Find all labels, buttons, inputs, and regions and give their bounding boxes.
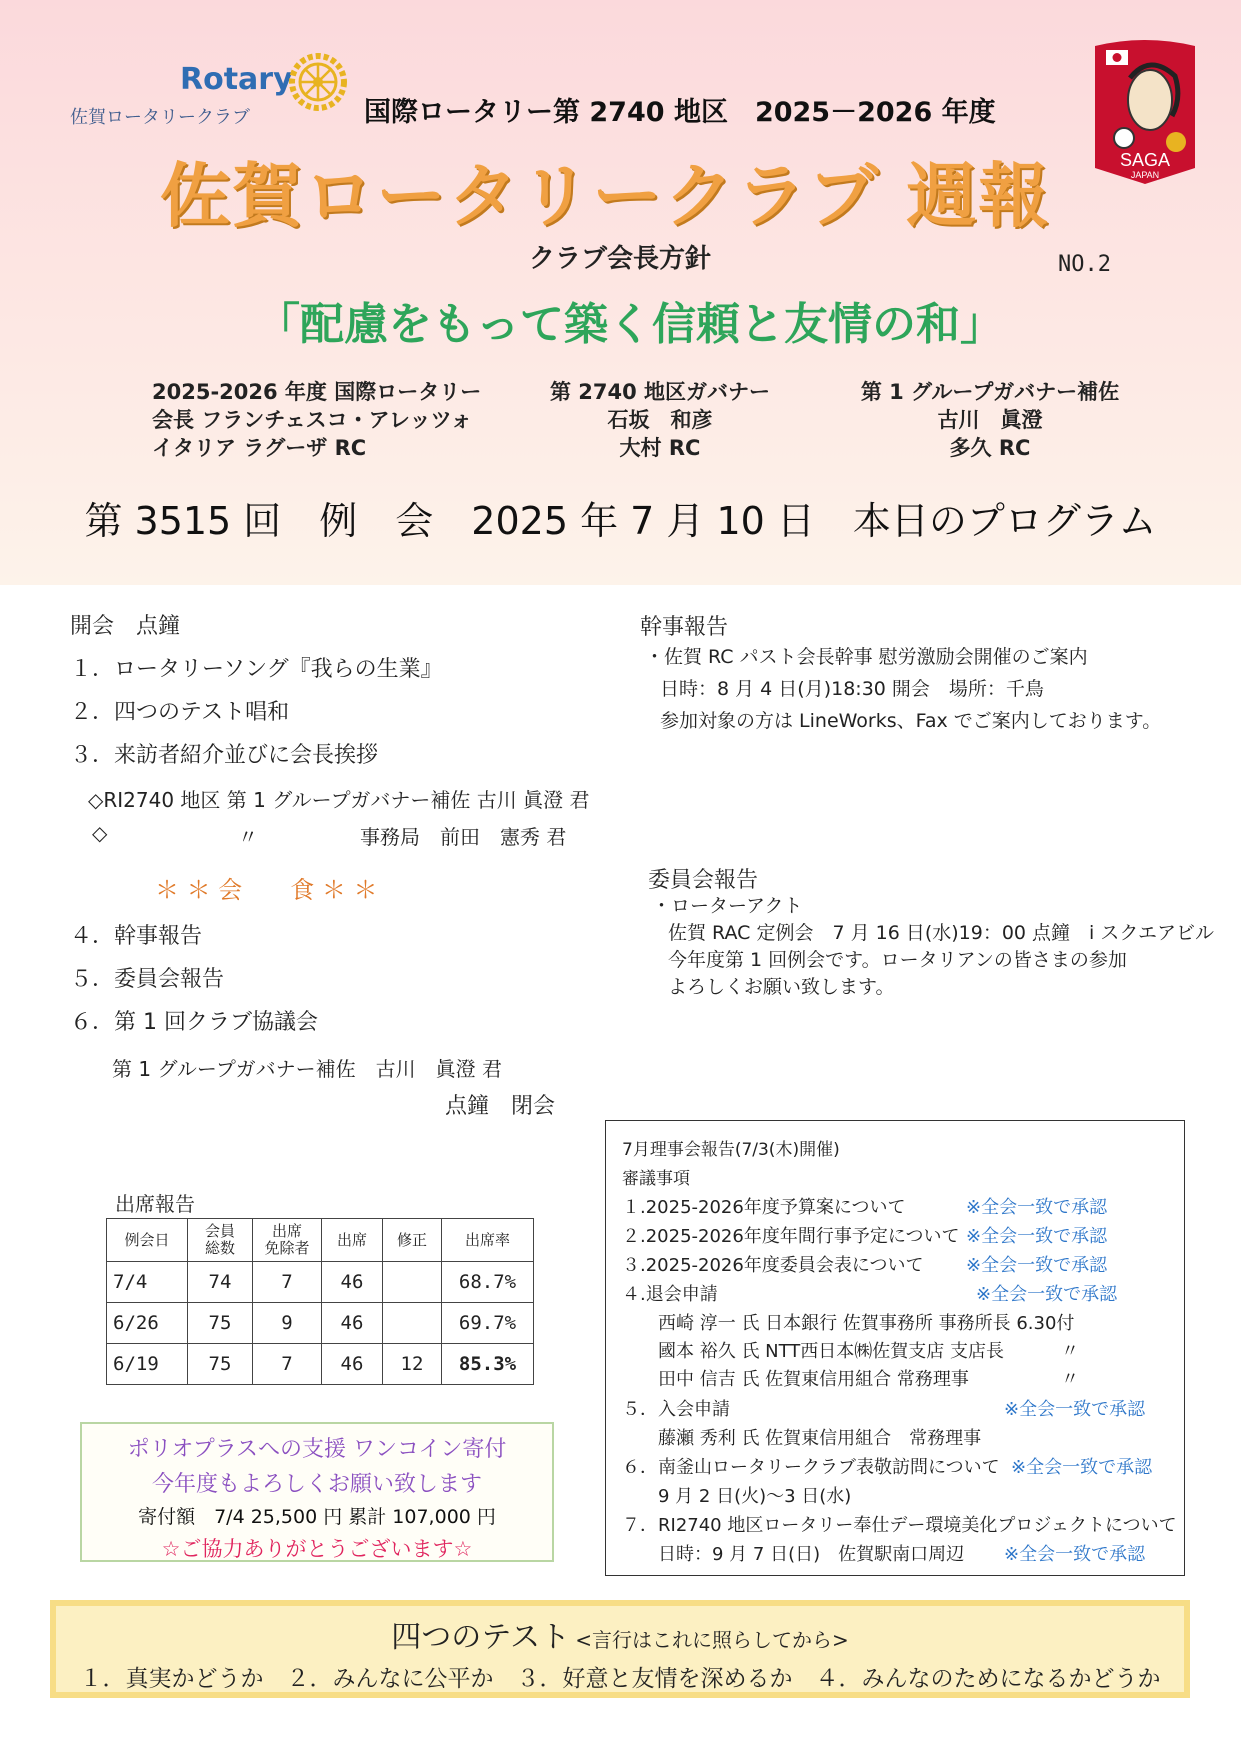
meeting-line: 第 3515 回 例 会 2025 年 7 月 10 日 本日のプログラム <box>84 499 1157 543</box>
board-item-5: ５．入会申請 <box>622 1399 730 1420</box>
assistant-governor-line1: 第 1 グループガバナー補佐 <box>860 380 1120 404</box>
board-item-2: ２.2025-2026年度年間行事予定について <box>622 1226 960 1247</box>
cell-members: 74 <box>188 1262 253 1303</box>
cell-makeup <box>383 1303 442 1344</box>
table-row <box>107 1303 534 1344</box>
secretary-heading: 幹事報告 <box>640 615 729 640</box>
crest-subtext: JAPAN <box>1130 170 1160 180</box>
board-report-box <box>605 1120 1185 1576</box>
header-exempt: 出席 免除者 <box>253 1219 322 1262</box>
issue-number: NO.2 <box>1058 252 1111 277</box>
attendance-header-row <box>107 1219 534 1262</box>
board-item-4-c: 田中 信吉 氏 佐賀東信用組合 常務理事 <box>658 1369 969 1390</box>
board-item-4-b: 國本 裕久 氏 NTT西日本㈱佐賀支店 支店長 <box>658 1341 1005 1362</box>
board-item-6: ６．南釜山ロータリークラブ表敬訪問について <box>622 1457 1000 1478</box>
four-way-test-title: 四つのテスト <box>391 1620 571 1655</box>
cell-date: 6/19 <box>107 1344 188 1385</box>
governor-line3: 大村 RC <box>619 436 701 460</box>
assistant-governor-line2: 古川 眞澄 <box>937 408 1043 432</box>
cell-rate: 69.7% <box>442 1303 534 1344</box>
program-item-2: ２．四つのテスト唱和 <box>70 700 290 725</box>
four-way-test-items: １．真実かどうか ２．みんなに公平か ３．好意と友情を深めるか ４．みんなのためになるかどうか <box>79 1666 1161 1692</box>
cell-attended: 46 <box>322 1262 383 1303</box>
rotary-wheel-icon <box>288 52 348 112</box>
visitor-2-name: 事務局 前田 憲秀 君 <box>360 825 567 849</box>
board-item-2-status: ※全会一致で承認 <box>966 1226 1108 1247</box>
board-item-7: ７．RI2740 地区ロータリー奉仕デー環境美化プロジェクトについて <box>622 1515 1177 1536</box>
board-item-7-status: ※全会一致で承認 <box>1004 1544 1146 1565</box>
cell-makeup: 12 <box>383 1344 442 1385</box>
cell-attended: 46 <box>322 1344 383 1385</box>
district-line: 国際ロータリー第 2740 地区 2025－2026 年度 <box>364 97 996 128</box>
committee-line-3: 今年度第 1 回例会です。ロータリアンの皆さまの参加 <box>668 949 1127 971</box>
policy-label: クラブ会長方針 <box>528 244 711 274</box>
cell-exempt: 9 <box>253 1303 322 1344</box>
polio-line-1: ポリオプラスへの支援 ワンコイン寄付 <box>127 1437 507 1462</box>
assistant-governor-block <box>840 378 1140 462</box>
table-row <box>107 1344 534 1385</box>
program-item-5: ５．委員会報告 <box>70 967 225 992</box>
secretary-line-1: ・佐賀 RC パスト会長幹事 慰労激励会開催のご案内 <box>645 646 1088 668</box>
program-item-4: ４．幹事報告 <box>70 924 203 949</box>
committee-line-1: ・ローターアクト <box>652 895 803 917</box>
cell-date: 7/4 <box>107 1262 188 1303</box>
board-item-1: １.2025-2026年度予算案について <box>622 1197 906 1218</box>
program-item-3: ３．来訪者紹介並びに会長挨拶 <box>70 743 379 768</box>
polio-donation-box <box>80 1422 554 1562</box>
cell-attended: 46 <box>322 1303 383 1344</box>
program-item-6-sub: 第 1 グループガバナー補佐 古川 眞澄 君 <box>112 1057 502 1081</box>
board-item-4-a: 西崎 淳一 氏 日本銀行 佐賀事務所 事務所長 6.30付 <box>658 1313 1075 1334</box>
board-item-5-status: ※全会一致で承認 <box>1004 1399 1146 1420</box>
polio-line-4: ☆ご協力ありがとうございます☆ <box>161 1537 473 1561</box>
visitor-2-ditto: 〃 <box>238 825 258 849</box>
board-item-4-status: ※全会一致で承認 <box>976 1284 1118 1305</box>
four-way-test-title-row <box>56 1612 1184 1656</box>
club-name-small: 佐賀ロータリークラブ <box>70 107 250 128</box>
header-date: 例会日 <box>107 1219 188 1262</box>
visitor-1: ◇RI2740 地区 第 1 グループガバナー補佐 古川 眞澄 君 <box>88 788 590 812</box>
cell-rate: 85.3% <box>442 1344 534 1385</box>
board-item-3-status: ※全会一致で承認 <box>966 1255 1108 1276</box>
program-closing: 点鐘 閉会 <box>445 1094 556 1119</box>
program-item-6: ６．第 1 回クラブ協議会 <box>70 1010 318 1035</box>
page-title: 佐賀ロータリークラブ 週報 <box>160 155 1051 237</box>
table-row <box>107 1262 534 1303</box>
program-opening: 開会 点鐘 <box>70 614 181 639</box>
cell-date: 6/26 <box>107 1303 188 1344</box>
four-way-test-subtitle: <言行はこれに照らしてから> <box>575 1628 849 1652</box>
secretary-line-2: 日時：8 月 4 日(月)18:30 開会 場所：千鳥 <box>660 678 1044 700</box>
board-subtitle: 審議事項 <box>622 1169 690 1189</box>
cell-makeup <box>383 1262 442 1303</box>
ri-president-line2: 会長 フランチェスコ・アレッツォ <box>152 408 472 432</box>
cell-members: 75 <box>188 1303 253 1344</box>
board-item-4: ４.退会申請 <box>622 1284 718 1305</box>
crest-text: SAGA <box>1119 150 1171 170</box>
governor-block <box>520 378 800 462</box>
committee-heading: 委員会報告 <box>648 868 759 893</box>
governor-line2: 石坂 和彦 <box>607 408 713 432</box>
ri-president-block <box>152 378 492 462</box>
board-item-3: ３.2025-2026年度委員会表について <box>622 1255 924 1276</box>
board-item-5-a: 藤瀬 秀利 氏 佐賀東信用組合 常務理事 <box>658 1428 982 1449</box>
board-item-6-a: 9 月 2 日(火)～3 日(水) <box>658 1486 852 1507</box>
cell-exempt: 7 <box>253 1262 322 1303</box>
board-item-4-b-ditto: 〃 <box>1061 1341 1079 1362</box>
cell-members: 75 <box>188 1344 253 1385</box>
board-item-1-status: ※全会一致で承認 <box>966 1197 1108 1218</box>
committee-line-2: 佐賀 RAC 定例会 7 月 16 日(水)19：00 点鐘 i スクエアビル <box>668 922 1214 944</box>
polio-line-3: 寄付額 7/4 25,500 円 累計 107,000 円 <box>138 1506 496 1528</box>
attendance-title: 出席報告 <box>115 1192 195 1216</box>
attendance-table <box>106 1218 534 1385</box>
club-motto: 「配慮をもって築く信頼と友情の和」 <box>256 299 1004 350</box>
header-attended: 出席 <box>322 1219 383 1262</box>
governor-line1: 第 2740 地区ガバナー <box>549 380 771 404</box>
secretary-line-3: 参加対象の方は LineWorks、Fax でご案内しております。 <box>660 710 1162 732</box>
meal-break: ＊ ＊ 会 食 ＊ ＊ <box>155 876 378 904</box>
header-members: 会員 総数 <box>188 1219 253 1262</box>
cell-exempt: 7 <box>253 1344 322 1385</box>
board-item-6-status: ※全会一致で承認 <box>1011 1457 1153 1478</box>
program-item-1: １．ロータリーソング『我らの生業』 <box>70 657 443 682</box>
cell-rate: 68.7% <box>442 1262 534 1303</box>
board-item-7-a: 日時：9 月 7 日(日) 佐賀駅南口周辺 <box>658 1544 965 1565</box>
saga-crest-icon <box>1090 38 1200 188</box>
header-makeup: 修正 <box>383 1219 442 1262</box>
four-way-test-box <box>50 1600 1190 1698</box>
board-title: 7月理事会報告(7/3(木)開催) <box>622 1140 840 1160</box>
header-rate: 出席率 <box>442 1219 534 1262</box>
polio-line-2: 今年度もよろしくお願い致します <box>151 1472 482 1497</box>
committee-line-4: よろしくお願い致します。 <box>668 976 895 998</box>
board-item-4-c-ditto: 〃 <box>1061 1369 1079 1390</box>
rotary-logo-text: Rotary <box>180 62 293 97</box>
visitor-2-mark: ◇ <box>92 821 108 845</box>
ri-president-line1: 2025-2026 年度 国際ロータリー <box>152 380 482 404</box>
assistant-governor-line3: 多久 RC <box>949 436 1031 460</box>
ri-president-line3: イタリア ラグーザ RC <box>152 436 367 460</box>
